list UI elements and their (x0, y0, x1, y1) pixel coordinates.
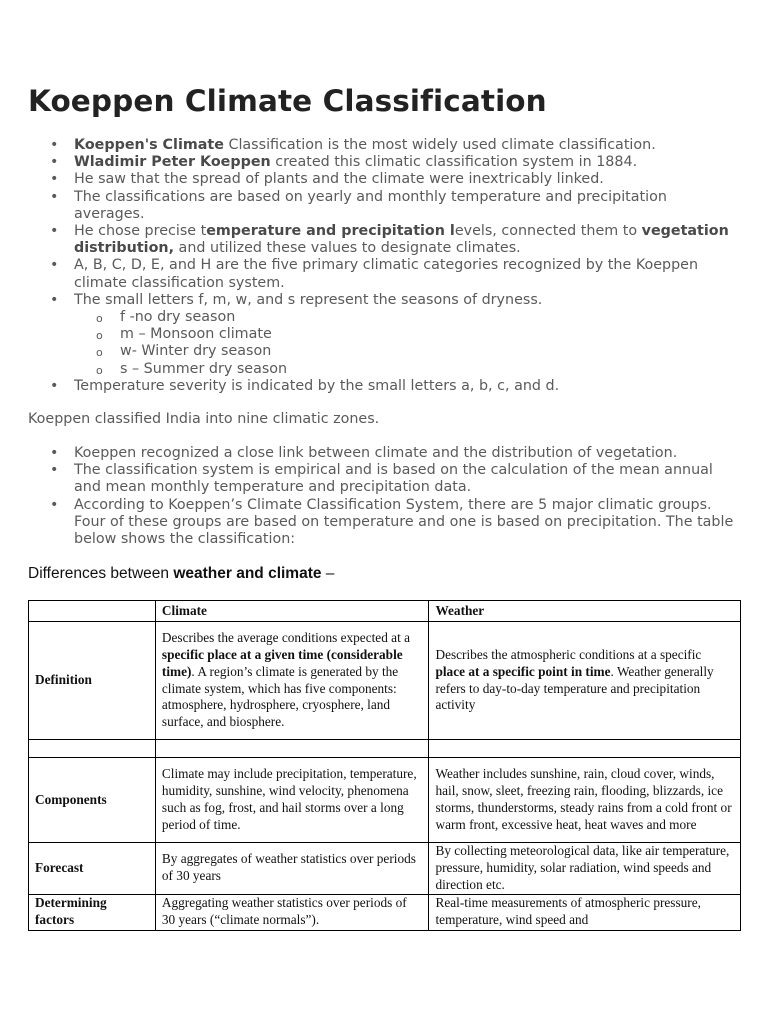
page-title: Koeppen Climate Classification (28, 84, 547, 118)
list-item: • The classification system is empirical and is based on the calculation of the mean annual and mean monthly temperature and precipitation data. (50, 462, 713, 496)
classification-bullet-list (0, 445, 734, 548)
list-item: • Temperature severity is indicated by the small letters a, b, c, and d. (50, 377, 560, 394)
list-item: • Koeppen recognized a close link between climate and the distribution of vegetation. (50, 445, 678, 461)
table-cell-empty (155, 740, 429, 758)
bullet-icon: • (50, 445, 59, 461)
differences-heading: Differences between weather and climate – (28, 565, 335, 582)
table-cell-climate: Aggregating weather statistics over periods of 30 years (“climate normals”). (155, 894, 429, 930)
list-item: • The classifications are based on yearly and monthly temperature and precipitation averages. (50, 188, 667, 222)
table-header-cell (29, 601, 156, 622)
list-item: • He saw that the spread of plants and the climate were inextricably linked. (50, 171, 604, 188)
list-item: • The small letters f, m, w, and s represent the seasons of dryness. o f -no dry season o m – Monsoon climate o w- Winter dry season o s – Summer dry season (0, 292, 734, 378)
table-cell-empty (429, 740, 741, 758)
table-header-climate: Climate (155, 601, 429, 622)
row-label: Definition (29, 622, 156, 740)
sub-list-item: o s – Summer dry season (74, 361, 734, 378)
bullet-icon: • (50, 377, 59, 394)
bullet-icon: • (50, 223, 59, 240)
list-item: • According to Koeppen’s Climate Classification System, there are 5 major climatic groups. Four of these groups are based on temperature and one is based on precipitation. The table below shows the classification: (50, 496, 734, 548)
bullet-icon: • (50, 291, 59, 308)
list-item: • A, B, C, D, E, and H are the five primary climatic categories recognized by the Koeppen climate classification system. (50, 257, 699, 291)
dryness-sub-list (74, 309, 734, 378)
table-header-row (29, 601, 741, 622)
circle-bullet-icon: o (96, 329, 103, 343)
table-header-weather: Weather (429, 601, 741, 622)
row-label: Components (29, 758, 156, 843)
row-label: Forecast (29, 843, 156, 895)
bullet-icon: • (50, 188, 59, 205)
circle-bullet-icon: o (96, 312, 103, 326)
table-cell-weather: By collecting meteorological data, like air temperature, pressure, humidity, solar radiation, wind speeds and direction etc. (429, 843, 741, 895)
sub-list-item: o f -no dry season (74, 309, 734, 326)
table-cell-weather: Real-time measurements of atmospheric pressure, temperature, wind speed and (429, 894, 741, 930)
table-row-definition (29, 622, 741, 740)
table-row-empty (29, 740, 741, 758)
table-cell-climate: Climate may include precipitation, temperature, humidity, sunshine, wind velocity, phenomena such as fog, frost, and hail storms over a long period of time. (155, 758, 429, 843)
table-cell-climate: Describes the average conditions expected at a specific place at a given time (considerable time). A region’s climate is generated by the climate system, which has five components: atmosphere, hydrosphere, cryosphere, land surface, and biosphere. (155, 622, 429, 740)
table-cell-climate: By aggregates of weather statistics over periods of 30 years (155, 843, 429, 895)
table-cell-empty (29, 740, 156, 758)
table-cell-weather: Describes the atmospheric conditions at a specific place at a specific point in time. Weather generally refers to day-to-day temperature and precipitation activity (429, 622, 741, 740)
bullet-icon: • (50, 496, 59, 513)
bullet-icon: • (50, 137, 59, 153)
table-row-forecast (29, 843, 741, 895)
india-zones-paragraph: Koeppen classified India into nine climatic zones. (28, 411, 380, 427)
table-cell-weather: Weather includes sunshine, rain, cloud cover, winds, hail, snow, sleet, freezing rain, flooding, blizzards, ice storms, thunderstorms, steady rains from a cold front or warm front, excessive heat, heat waves and more (429, 758, 741, 843)
sub-list-item: o w- Winter dry season (74, 343, 734, 360)
sub-list-item: o m – Monsoon climate (74, 326, 734, 343)
bullet-icon: • (50, 462, 59, 479)
list-item: • Wladimir Peter Koeppen created this climatic classification system in 1884. (50, 154, 638, 171)
circle-bullet-icon: o (96, 346, 103, 360)
bullet-icon: • (50, 257, 59, 274)
list-item: • Koeppen's Climate Classification is the most widely used climate classification. (50, 137, 656, 153)
bullet-icon: • (50, 171, 59, 188)
table-row-components (29, 758, 741, 843)
list-item: • He chose precise temperature and precipitation levels, connected them to vegetation distribution, and utilized these values to designate climates. (50, 223, 729, 257)
comparison-table (28, 600, 741, 931)
row-label: Determining factors (29, 894, 156, 930)
circle-bullet-icon: o (96, 363, 103, 377)
table-row-determining (29, 894, 741, 930)
intro-bullet-list (0, 137, 734, 395)
bullet-icon: • (50, 154, 59, 171)
